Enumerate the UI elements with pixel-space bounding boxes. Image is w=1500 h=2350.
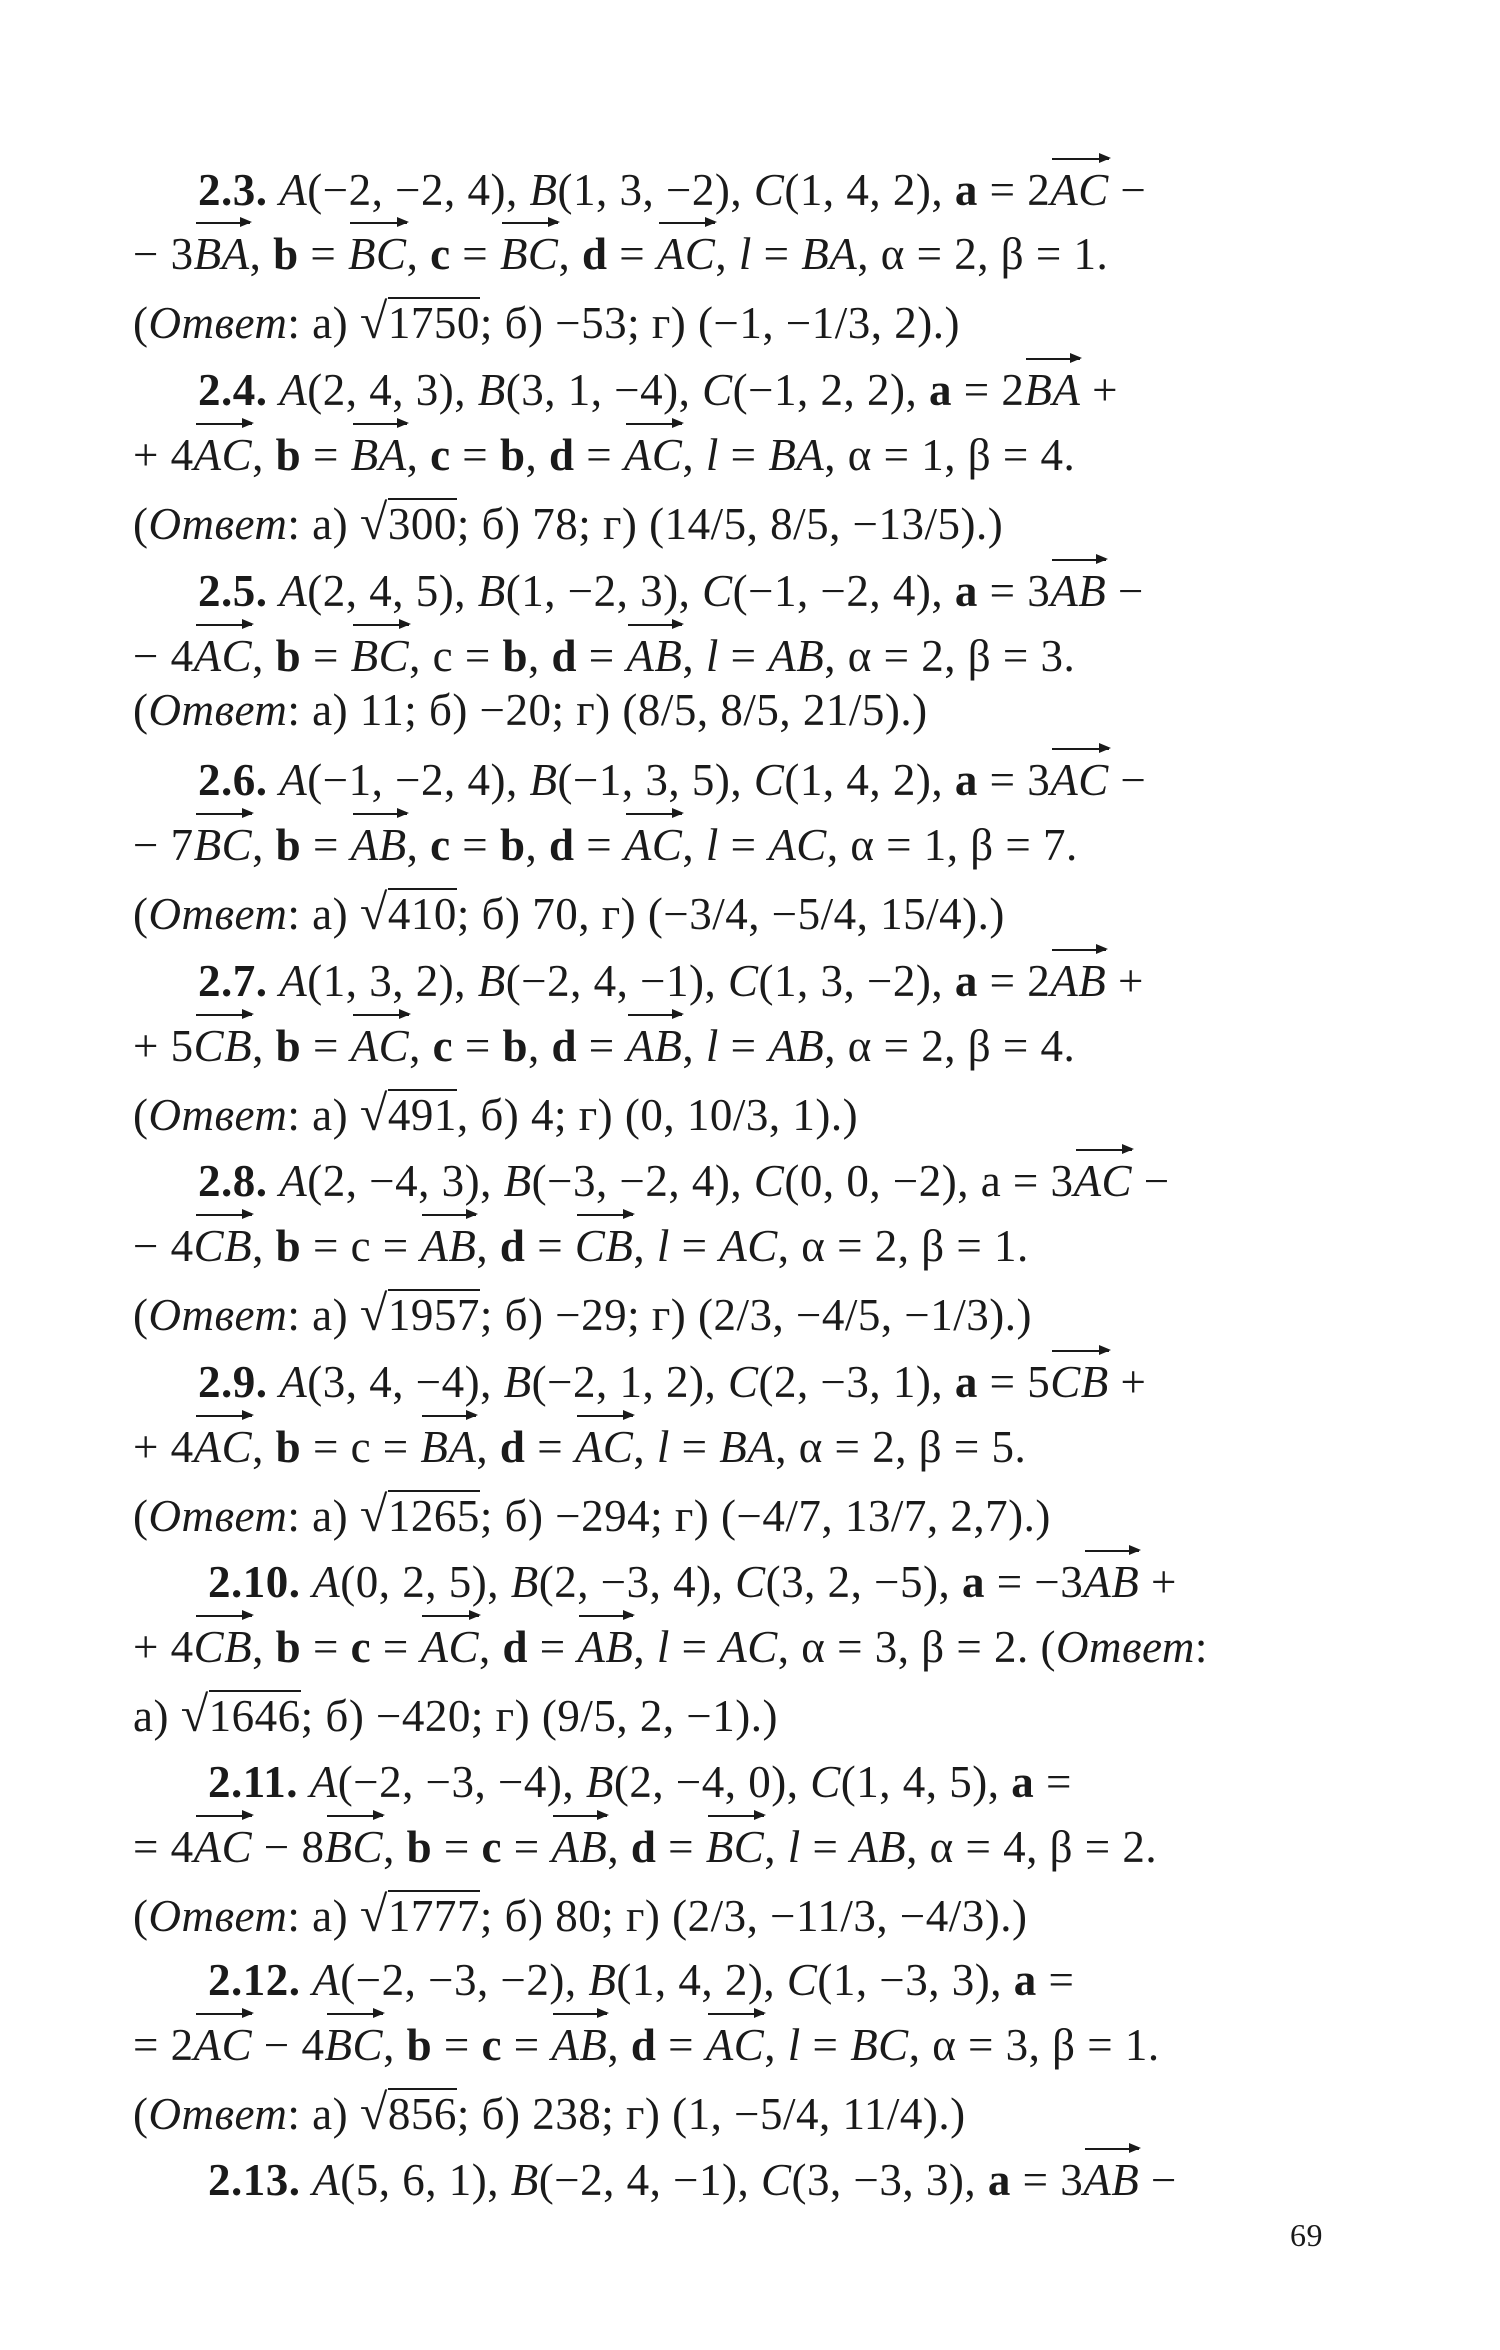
problem-2-11-line-2: = 4AC − 8BC, b = c = AB, d = BC, l = AB, α = 4, β = 2. (133, 1817, 1157, 1877)
problem-2-3-answer: (Ответ: а) √1750; б) −53; г) (−1, −1/3, 2).) (133, 293, 960, 349)
problem-2-12-line-1: 2.12. A(−2, −3, −2), B(1, 4, 2), C(1, −3, 3), a = (208, 1955, 1075, 2005)
problem-2-4-line-1: 2.4. A(2, 4, 3), B(3, 1, −4), C(−1, 2, 2), a = 2BA + (198, 360, 1118, 420)
problem-2-5-line-2: − 4AC, b = BC, c = b, d = AB, l = AB, α = 2, β = 3. (133, 626, 1075, 686)
problem-2-9-line-1: 2.9. A(3, 4, −4), B(−2, 1, 2), C(2, −3, 1), a = 5CB + (198, 1352, 1146, 1412)
problem-2-8-line-1: 2.8. A(2, −4, 3), B(−3, −2, 4), C(0, 0, −2), a = 3AC − (198, 1151, 1170, 1211)
problem-2-9-line-2: + 4AC, b = c = BA, d = AC, l = BA, α = 2, β = 5. (133, 1417, 1026, 1477)
page-number: 69 (1290, 2217, 1323, 2253)
problem-2-11-line-1: 2.11. A(−2, −3, −4), B(2, −4, 0), C(1, 4, 5), a = (208, 1757, 1072, 1807)
problem-2-10-answer: а) √1646; б) −420; г) (9/5, 2, −1).) (133, 1686, 778, 1742)
problem-2-12-line-2: = 2AC − 4BC, b = c = AB, d = AC, l = BC, α = 3, β = 1. (133, 2015, 1160, 2075)
problem-2-10-line-1: 2.10. A(0, 2, 5), B(2, −3, 4), C(3, 2, −5), a = −3AB + (208, 1552, 1177, 1612)
problem-2-8-line-2: − 4CB, b = c = AB, d = CB, l = AC, α = 2, β = 1. (133, 1216, 1029, 1276)
problem-2-4-answer: (Ответ: а) √300; б) 78; г) (14/5, 8/5, −13/5).) (133, 494, 1004, 550)
problem-2-7-answer: (Ответ: а) √491, б) 4; г) (0, 10/3, 1).) (133, 1085, 859, 1141)
problem-2-9-answer: (Ответ: а) √1265; б) −294; г) (−4/7, 13/7, 2,7).) (133, 1486, 1051, 1542)
problem-2-5-answer: (Ответ: а) 11; б) −20; г) (8/5, 8/5, 21/5).) (133, 685, 928, 735)
problem-2-10-line-2: + 4CB, b = c = AC, d = AB, l = AC, α = 3, β = 2. (Ответ: (133, 1617, 1208, 1677)
problem-2-6-answer: (Ответ: а) √410; б) 70, г) (−3/4, −5/4, 15/4).) (133, 884, 1005, 940)
problem-2-7-line-1: 2.7. A(1, 3, 2), B(−2, 4, −1), C(1, 3, −2), a = 2AB + (198, 951, 1144, 1011)
problem-2-13-line-1: 2.13. A(5, 6, 1), B(−2, 4, −1), C(3, −3, 3), a = 3AB − (208, 2150, 1177, 2210)
problem-2-4-line-2: + 4AC, b = BA, c = b, d = AC, l = BA, α = 1, β = 4. (133, 425, 1075, 485)
problem-2-8-answer: (Ответ: а) √1957; б) −29; г) (2/3, −4/5, −1/3).) (133, 1285, 1033, 1341)
problem-2-12-answer: (Ответ: а) √856; б) 238; г) (1, −5/4, 11/4).) (133, 2084, 966, 2140)
problem-2-3-line-1: 2.3. A(−2, −2, 4), B(1, 3, −2), C(1, 4, 2), a = 2AC − (198, 160, 1146, 220)
problem-2-7-line-2: + 5CB, b = AC, c = b, d = AB, l = AB, α = 2, β = 4. (133, 1016, 1075, 1076)
problem-2-5-line-1: 2.5. A(2, 4, 5), B(1, −2, 3), C(−1, −2, 4), a = 3AB − (198, 561, 1144, 621)
problem-2-6-line-2: − 7BC, b = AB, c = b, d = AC, l = AC, α = 1, β = 7. (133, 815, 1078, 875)
problem-2-6-line-1: 2.6. A(−1, −2, 4), B(−1, 3, 5), C(1, 4, 2), a = 3AC − (198, 750, 1146, 810)
problem-2-11-answer: (Ответ: а) √1777; б) 80; г) (2/3, −11/3, −4/3).) (133, 1886, 1028, 1942)
problem-2-3-line-2: − 3BA, b = BC, c = BC, d = AC, l = BA, α = 2, β = 1. (133, 224, 1108, 284)
